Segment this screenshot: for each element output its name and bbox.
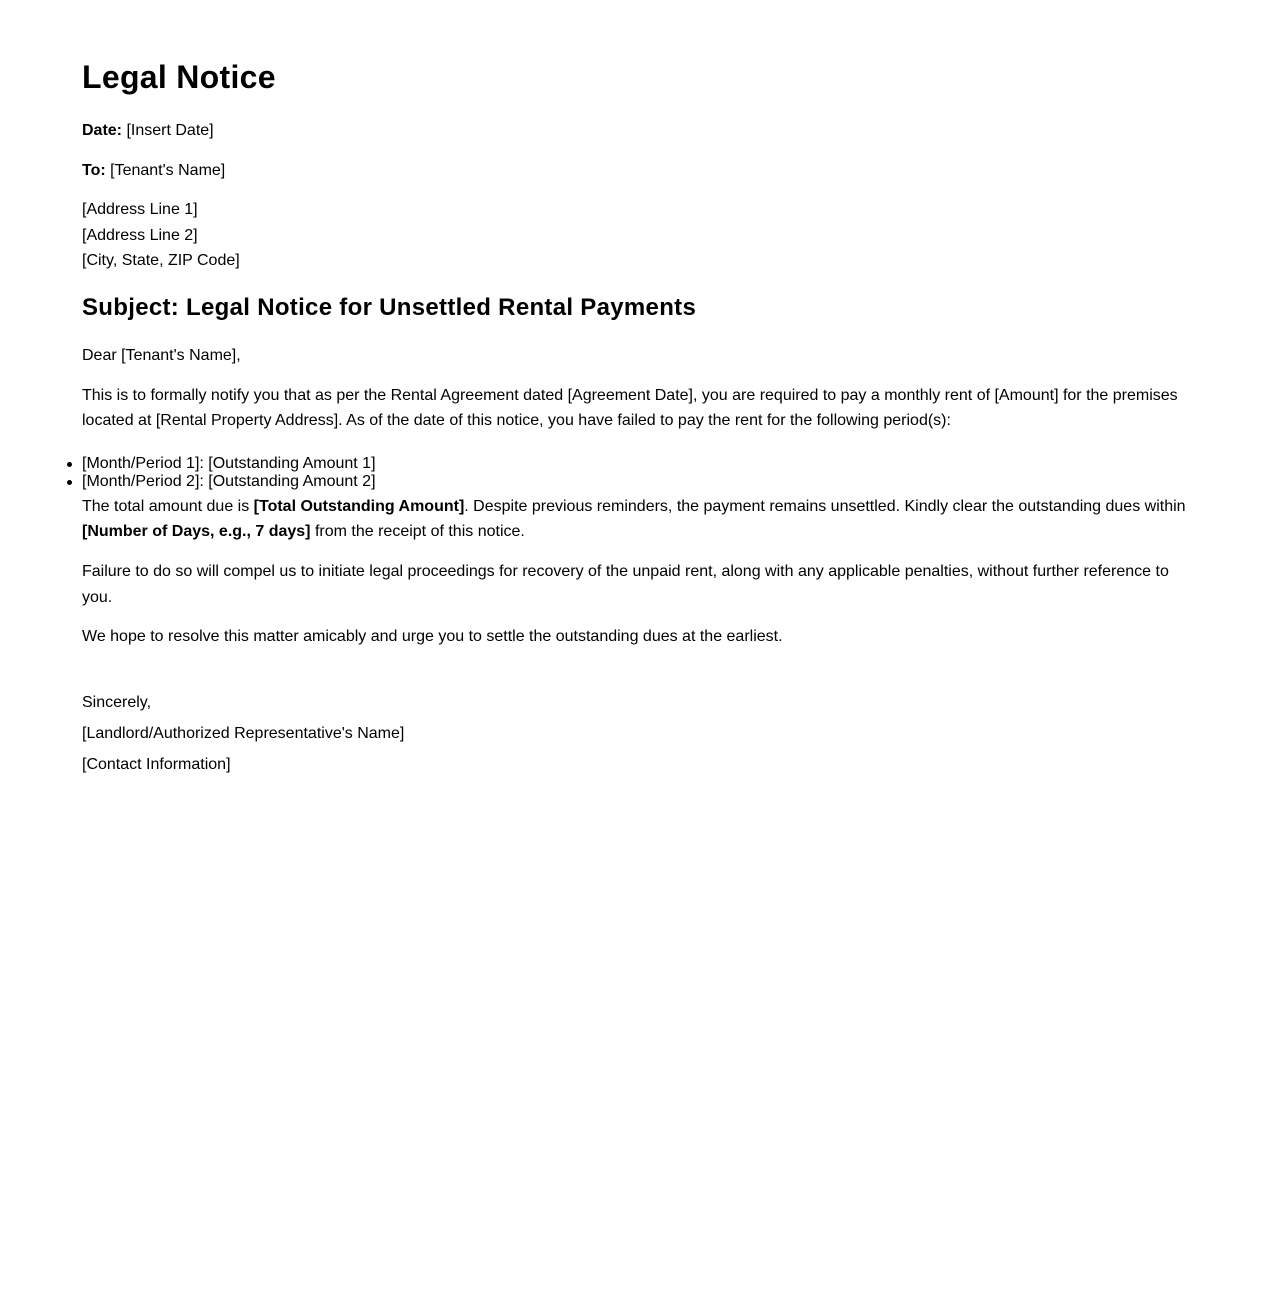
recipient-label: To: [82,161,106,179]
days-deadline: [Number of Days, e.g., 7 days] [82,523,311,541]
failure-paragraph: Failure to do so will compel us to initiate legal proceedings for recovery of the unpaid rent, along with any applicable penalties, without further reference to you. [82,562,1169,606]
subject-heading: Subject: Legal Notice for Unsettled Rental Payments [82,293,697,321]
signoff: Sincerely, [82,693,152,711]
contact-information: [Contact Information] [82,755,231,773]
date-value: [Insert Date] [126,122,214,139]
recipient-value: [Tenant's Name] [110,161,226,179]
total-suffix: from the receipt of this notice. [310,523,525,541]
greeting: Dear [Tenant's Name], [82,346,241,364]
list-item: [Month/Period 2]: [Outstanding Amount 2] [82,473,1196,492]
outstanding-periods [82,455,1196,492]
signature-block [82,690,1196,778]
recipient-line [82,158,1196,184]
intro-paragraph: This is to formally notify you that as per the Rental Agreement dated [Agreement Date], you are required to pay a monthly rent of [Amount] for the premises located at [Rental Property Address]. As of the date of this notice, you have failed to pay the rent for the following period(s): [82,386,1178,430]
total-middle: . Despite previous reminders, the payment remains unsettled. Kindly clear the outstanding dues within [464,497,1186,515]
list-item: [Month/Period 1]: [Outstanding Amount 1] [82,455,1196,474]
total-due-paragraph [82,494,1196,545]
address-city-state-zip: [City, State, ZIP Code] [82,252,240,270]
address-line-2: [Address Line 2] [82,226,198,244]
date-line [82,118,1196,144]
document-title: Legal Notice [82,59,276,95]
date-label: Date: [82,122,123,139]
address-line-1: [Address Line 1] [82,201,198,219]
period-list [82,455,1196,492]
total-amount: [Total Outstanding Amount] [253,497,465,515]
signer-name: [Landlord/Authorized Representative's Name] [82,724,405,742]
closing-paragraph: We hope to resolve this matter amicably and urge you to settle the outstanding dues at the earliest. [82,628,783,646]
recipient-address [82,197,1196,274]
total-prefix: The total amount due is [82,497,254,515]
